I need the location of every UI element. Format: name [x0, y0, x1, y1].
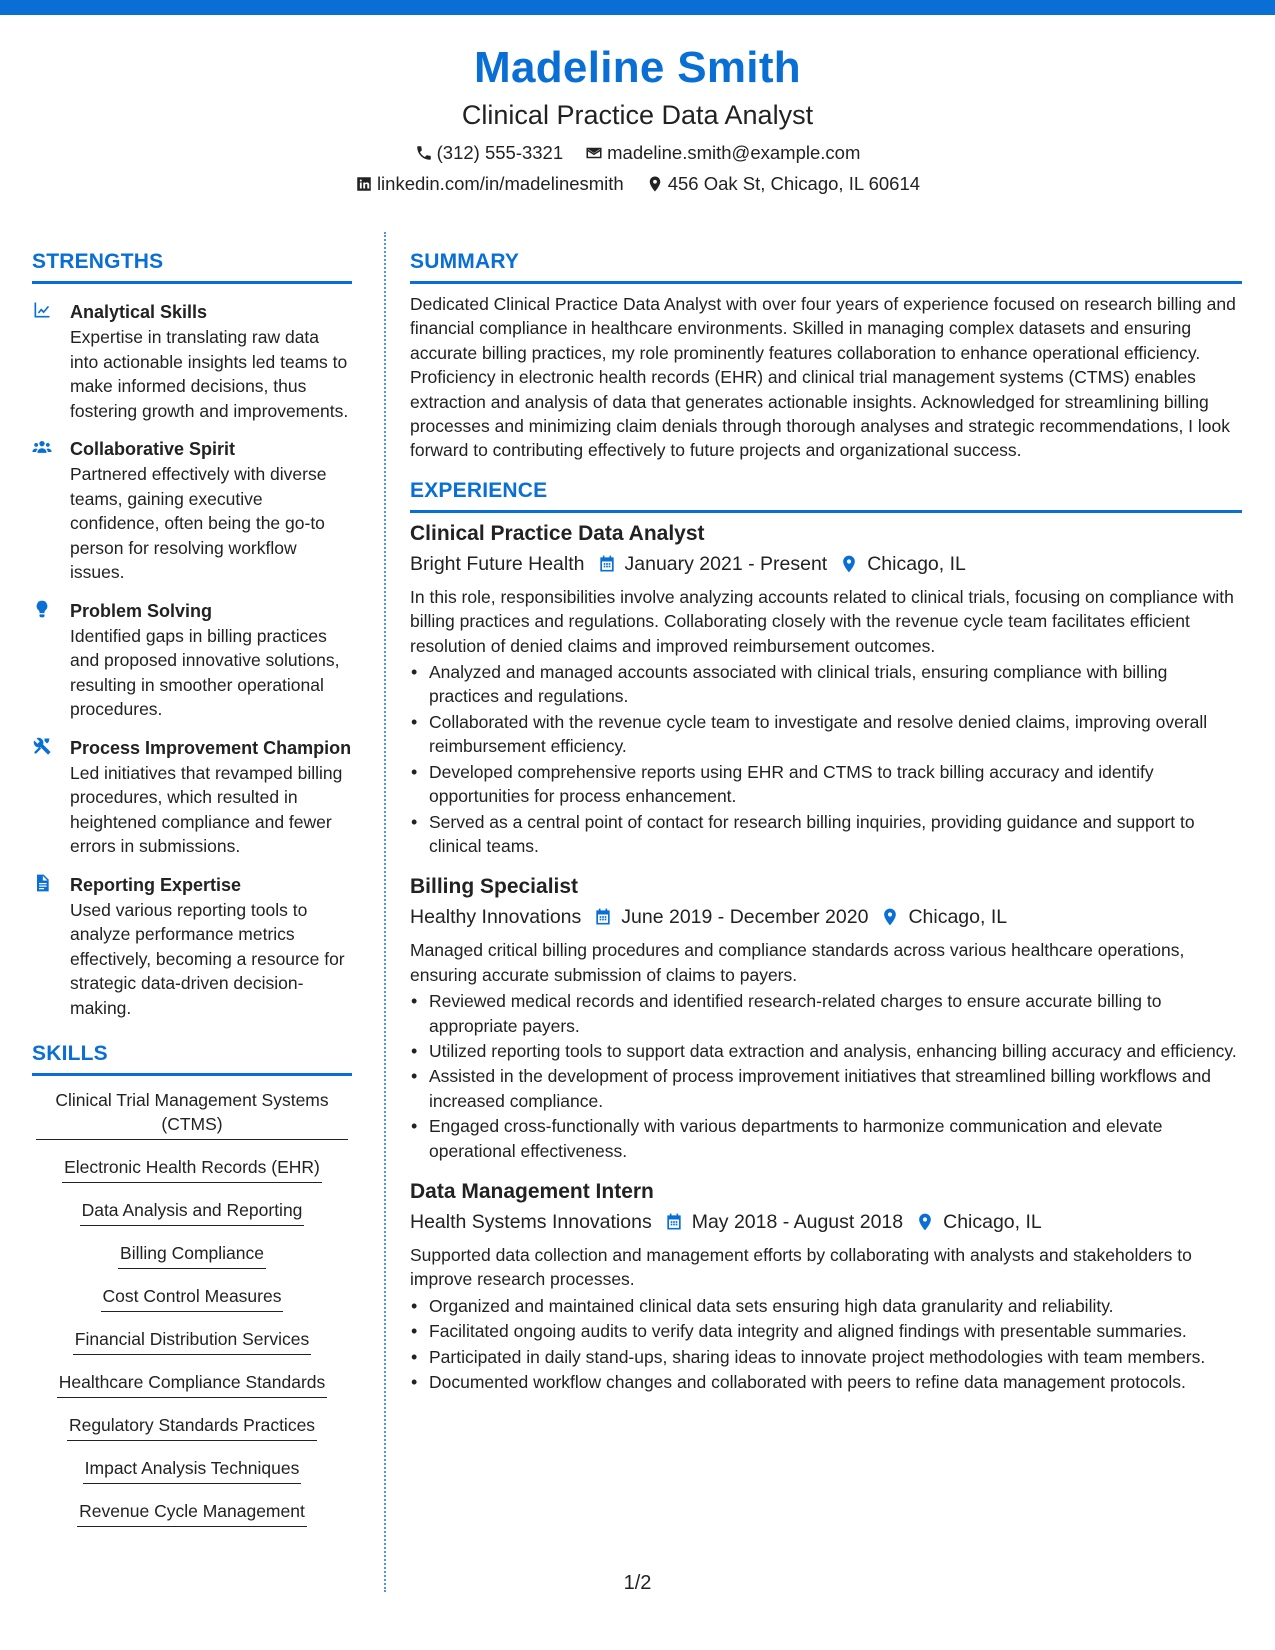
- job-entry: [410, 1177, 1242, 1394]
- summary-heading: SUMMARY: [410, 248, 1242, 284]
- bullet-item: • Utilized reporting tools to support data extraction and analysis, enhancing billing accuracy and efficiency.: [410, 1039, 1242, 1063]
- skills-list: [32, 1088, 352, 1527]
- bullet-item: • Developed comprehensive reports using EHR and CTMS to track billing accuracy and identify opportunities for process enhancement.: [410, 760, 1242, 809]
- top-accent-bar: [0, 0, 1275, 15]
- summary-section: [410, 248, 1242, 463]
- skill-label: Cost Control Measures: [101, 1284, 284, 1312]
- envelope-icon: [585, 144, 603, 162]
- linkedin-icon: [355, 175, 373, 193]
- tools-icon: [32, 736, 54, 758]
- skill-label: Electronic Health Records (EHR): [62, 1155, 322, 1183]
- skill-item: [32, 1327, 352, 1355]
- skills-heading: SKILLS: [32, 1040, 352, 1076]
- skill-item: [32, 1370, 352, 1398]
- strength-title: Collaborative Spirit: [70, 439, 236, 459]
- job-location: Chicago, IL: [943, 1210, 1042, 1233]
- job-location: Chicago, IL: [908, 906, 1008, 929]
- job-entry: [410, 519, 1242, 858]
- bullet-item: • Reviewed medical records and identified research-related charges to ensure accurate billing to appropriate payers.: [410, 989, 1242, 1038]
- location-pin-icon: [915, 1212, 935, 1232]
- phone-contact: [415, 140, 564, 166]
- job-company: Bright Future Health: [410, 552, 585, 575]
- job-description: Managed critical billing procedures and compliance standards across various healthcare operations, ensuring accurate submission of claims to payers.: [410, 940, 1185, 985]
- job-bullets: [410, 660, 1242, 858]
- address-text: 456 Oak St, Chicago, IL 60614: [667, 173, 921, 194]
- job-bullets: [410, 989, 1242, 1163]
- right-column: [410, 248, 1242, 1394]
- strength-description: Led initiatives that revamped billing procedures, which resulted in heightened compliance and fewer errors in submissions.: [70, 762, 343, 856]
- lightbulb-icon: [32, 599, 54, 621]
- bullet-item: • Analyzed and managed accounts associated with clinical trials, ensuring compliance with billing practices and regulations.: [410, 660, 1242, 709]
- calendar-icon: [593, 907, 613, 927]
- skill-item: [32, 1241, 352, 1269]
- phone-icon: [415, 144, 433, 162]
- column-divider: [384, 232, 386, 1592]
- strengths-heading: STRENGTHS: [32, 248, 352, 284]
- strength-description: Expertise in translating raw data into actionable insights led teams to make informed decisions, thus fostering growth and improvements.: [70, 327, 349, 421]
- skill-item: [32, 1198, 352, 1226]
- left-column: [32, 248, 352, 1542]
- bullet-item: • Organized and maintained clinical data sets ensuring high data granularity and reliability.: [410, 1294, 1242, 1318]
- page-number: 1/2: [623, 1572, 652, 1594]
- job-dates: June 2019 - December 2020: [621, 906, 869, 929]
- skill-item: [32, 1456, 352, 1484]
- job-dates: January 2021 - Present: [624, 552, 828, 575]
- bullet-item: • Assisted in the development of process improvement initiatives that streamlined billing workflows and increased compliance.: [410, 1064, 1242, 1113]
- job-company: Healthy Innovations: [410, 906, 582, 929]
- linkedin-text[interactable]: linkedin.com/in/madelinesmith: [376, 173, 624, 194]
- bullet-item: • Served as a central point of contact for research billing inquiries, providing guidance and support to clinical teams.: [410, 810, 1242, 859]
- job-meta: [410, 549, 1242, 579]
- candidate-name: Madeline Smith: [474, 43, 801, 92]
- strength-description: Identified gaps in billing practices and proposed innovative solutions, resulting in smoother operational procedures.: [70, 625, 340, 719]
- summary-text: Dedicated Clinical Practice Data Analyst with over four years of experience focused on research billing and financial compliance in healthcare environments. Skilled in managing complex datasets and ensuring accurate billing practices, my role prominently features collaboration to enhance operational efficiency. Proficiency in electronic health records (EHR) and clinical trial management systems (CTMS) enables extraction and analysis of data that generates actionable insights. Acknowledged for streamlining billing processes and minimizing claim denials through thorough analyses and strategic recommendations, I look forward to contributing effectively to future projects and organizational success.: [410, 294, 1236, 461]
- skill-label: Data Analysis and Reporting: [80, 1198, 305, 1226]
- skill-label: Regulatory Standards Practices: [67, 1413, 317, 1441]
- bullet-item: • Engaged cross-functionally with various departments to harmonize communication and elevate operational effectiveness.: [410, 1114, 1242, 1163]
- strength-title: Reporting Expertise: [70, 874, 242, 895]
- strength-description: Used various reporting tools to analyze performance metrics effectively, becoming a resource for strategic data-driven decision-making.: [70, 899, 345, 1018]
- skills-section: [32, 1040, 352, 1527]
- experience-section: [410, 477, 1242, 1395]
- job-location: Chicago, IL: [867, 552, 966, 575]
- email-text[interactable]: madeline.smith@example.com: [607, 142, 861, 163]
- strength-item: [32, 599, 352, 722]
- skill-item: [32, 1499, 352, 1527]
- document-icon: [32, 873, 54, 895]
- skill-label: Clinical Trial Management Systems (CTMS): [36, 1088, 348, 1140]
- skill-item: [32, 1088, 352, 1140]
- job-meta: [410, 1207, 1242, 1237]
- resume-header: [0, 40, 1275, 197]
- candidate-title: Clinical Practice Data Analyst: [461, 100, 814, 130]
- skill-label: Impact Analysis Techniques: [83, 1456, 302, 1484]
- location-pin-icon: [880, 907, 900, 927]
- job-entry: [410, 872, 1242, 1163]
- strength-item: [32, 736, 352, 859]
- job-dates: May 2018 - August 2018: [691, 1210, 904, 1233]
- skill-label: Financial Distribution Services: [73, 1327, 311, 1355]
- strength-item: [32, 300, 352, 423]
- chart-line-icon: [32, 300, 54, 322]
- strength-title: Problem Solving: [70, 600, 213, 621]
- job-description: Supported data collection and management efforts by collaborating with analysts and stakeholders to improve research processes.: [410, 1244, 1192, 1290]
- job-title: Clinical Practice Data Analyst: [410, 521, 705, 545]
- bullet-item: • Collaborated with the revenue cycle team to investigate and resolve denied claims, improving overall reimbursement efficiency.: [410, 710, 1242, 759]
- bullet-item: • Participated in daily stand-ups, sharing ideas to innovate project methodologies with team members.: [410, 1345, 1242, 1369]
- contact-row-2: [0, 171, 1275, 197]
- job-bullets: [410, 1294, 1242, 1395]
- users-icon: [32, 437, 54, 459]
- skill-item: [32, 1413, 352, 1441]
- skill-item: [32, 1155, 352, 1183]
- job-title: Data Management Intern: [410, 1179, 654, 1203]
- strength-description: Partnered effectively with diverse teams, gaining executive confidence, often being the go-to person for resolving workflow issues.: [70, 464, 327, 582]
- experience-heading: EXPERIENCE: [410, 477, 1242, 513]
- location-pin-icon: [646, 175, 664, 193]
- strength-item: [32, 437, 352, 585]
- location-pin-icon: [839, 554, 859, 574]
- strength-title: Process Improvement Champion: [70, 737, 352, 758]
- phone-text: (312) 555-3321: [436, 142, 564, 163]
- contact-row-1: [0, 140, 1275, 166]
- skill-item: [32, 1284, 352, 1312]
- job-title: Billing Specialist: [410, 875, 579, 899]
- skill-label: Billing Compliance: [118, 1241, 266, 1269]
- calendar-icon: [664, 1212, 684, 1232]
- strength-title: Analytical Skills: [70, 302, 208, 322]
- bullet-item: • Documented workflow changes and collaborated with peers to refine data management protocols.: [410, 1370, 1242, 1394]
- bullet-item: • Facilitated ongoing audits to verify data integrity and aligned findings with presentable summaries.: [410, 1319, 1242, 1343]
- calendar-icon: [597, 554, 617, 574]
- address-contact: [646, 171, 920, 197]
- skill-label: Revenue Cycle Management: [77, 1499, 307, 1527]
- job-description: In this role, responsibilities involve analyzing accounts related to clinical trials, focusing on compliance with billing practices and regulations. Collaborating closely with the revenue cycle team facilitates efficient resolution of denied claims and improved reimbursement outcomes.: [410, 586, 1234, 656]
- strengths-section: [32, 248, 352, 1020]
- linkedin-contact[interactable]: [355, 171, 624, 197]
- job-company: Health Systems Innovations: [410, 1210, 652, 1233]
- strength-item: [32, 873, 352, 1021]
- email-contact[interactable]: [585, 140, 860, 166]
- job-meta: [410, 902, 1242, 932]
- skill-label: Healthcare Compliance Standards: [57, 1370, 328, 1398]
